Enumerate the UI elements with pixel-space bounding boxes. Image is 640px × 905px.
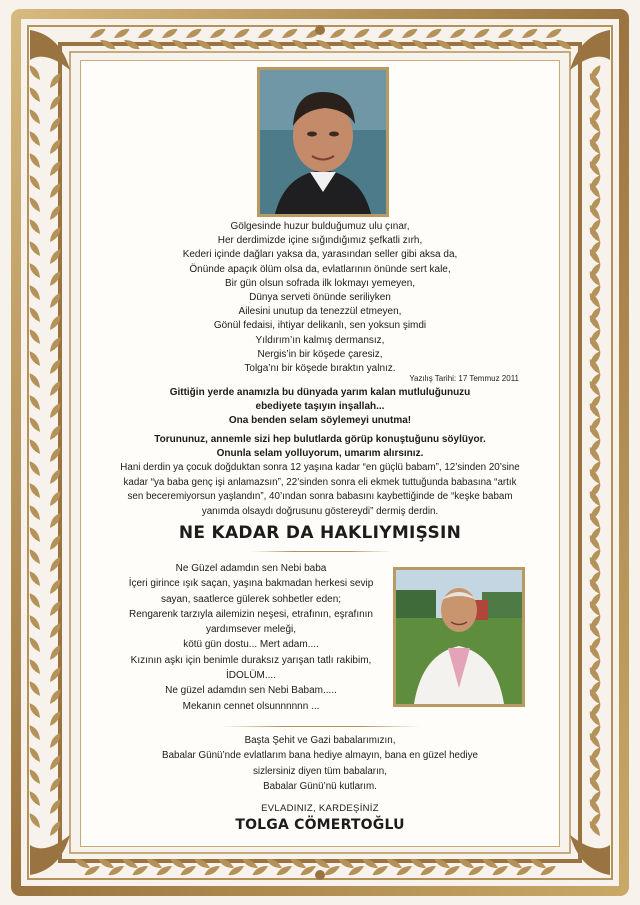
tribute-line: Ne güzel adamdın sen Nebi Babam..... xyxy=(165,685,337,697)
tribute-line: Ne Güzel adamdın sen Nebi baba xyxy=(175,563,327,574)
fathers-day-message xyxy=(81,733,559,795)
tribute-line: İçeri girince ışık saçan, yaşına bakmadan herkesi sevip xyxy=(128,578,374,590)
closing-line: Babalar Günü’nü kutlarım. xyxy=(263,781,377,793)
tribute-verses xyxy=(101,561,401,714)
paragraph-line: kadar “ya baba genç işi anlamazsın”, 22’sinden sonra eli ekmek tuttuğunda babasına “artık xyxy=(123,476,517,488)
headline: NE KADAR DA HAKLIYMIŞSIN xyxy=(178,523,462,543)
tribute-line: sayan, saatlerce gülerek sohbetler eden; xyxy=(160,593,342,605)
poem-line: Kederi içinde dağları yaksa da, yarasından seller gibi aksa da, xyxy=(182,249,458,261)
paragraph-line: yanımda olsaydı doğrusunu göstereydi” dermiş derdin. xyxy=(201,505,439,517)
tribute-line: Mekanın cennet olsunnnnnn ... xyxy=(182,700,320,712)
farewell-line: Gittiğin yerde anamızla bu dünyada yarım kalan mutluluğunuzu xyxy=(169,387,471,398)
poem-line: Önünde apaçık ölüm olsa da, evlatlarının önünde sert kale, xyxy=(189,263,451,275)
poem-line: Dünya serveti önünde seriliyken xyxy=(249,291,391,303)
farewell-message xyxy=(81,386,559,428)
closing-line: sizlersiniz diyen tüm babaların, xyxy=(253,765,387,777)
poem-line: Yıldırım’ın kalmış dermansız, xyxy=(255,334,385,346)
closing-line: Başta Şehit ve Gazi babalarımızın, xyxy=(244,735,396,746)
poem-line: Gölgesinde huzur bulduğumuz ulu çınar, xyxy=(230,221,410,232)
poem-line: Tolga’nı bir köşede bıraktın yalnız. xyxy=(244,362,396,374)
grandchild-line: Onunla selam yolluyorum, umarım alırsınız. xyxy=(216,448,424,459)
date-written: Yazılış Tarihi: 17 Temmuz 2011 xyxy=(409,374,519,383)
divider-line xyxy=(251,551,391,552)
memorial-content-panel xyxy=(80,60,560,847)
signature-line: EVLADINIZ, KARDEŞİNİZ xyxy=(261,803,379,814)
divider-line-2 xyxy=(221,726,421,727)
poem-line: Nergis’in bir köşede çaresiz, xyxy=(257,348,383,360)
portrait-photo-casual xyxy=(393,567,525,707)
father-saying-paragraph xyxy=(81,461,559,519)
poem-line: Ailesini unutup da tenezzül etmeyen, xyxy=(238,306,402,318)
tribute-line: Kızının aşkı için benimle duraksız yarışan tatlı rakibim, xyxy=(130,654,372,666)
poem-verses xyxy=(81,220,559,376)
signature-name: TOLGA CÖMERTOĞLU xyxy=(235,817,405,833)
grandchild-line: Torununuz, annemle sizi hep bulutlarda görüp konuştuğunu söylüyor. xyxy=(154,434,486,445)
poem-line: Her derdimizde içine sığındığımız şefkatli zırh, xyxy=(217,235,423,247)
tribute-line: İDOLÜM.... xyxy=(225,670,276,682)
tribute-line: yardımsever meleği, xyxy=(205,624,297,636)
poem-line: Gönül fedaisi, ihtiyar delikanlı, sen yoksun şimdi xyxy=(213,320,427,332)
poem-line: Bir gün olsun sofrada ilk lokmayı yemeyen, xyxy=(224,277,416,289)
closing-line: Babalar Günü’nde evlatlarım bana hediye almayın, bana en güzel hediye xyxy=(162,750,478,762)
paragraph-line: sen beceremiyorsun yaşlandın”, 40’ından sonra babasını kaybettiğinde de “keşke babam xyxy=(127,491,513,502)
farewell-line: ebediyete taşıyın inşallah... xyxy=(255,401,385,412)
tribute-line: kötü gün dostu... Mert adam.... xyxy=(183,639,319,651)
tribute-line: Rengarenk tarzıyla ailemizin neşesi, etrafının, eşrafının xyxy=(128,608,373,620)
farewell-line: Ona benden selam söylemeyi unutma! xyxy=(228,415,412,426)
paragraph-line: Hani derdin ya çocuk doğduktan sonra 12 yaşına kadar “en güçlü babam”, 12’sinden 20’sine xyxy=(120,462,520,473)
grandchild-message xyxy=(81,433,559,461)
portrait-photo-formal xyxy=(257,67,389,217)
